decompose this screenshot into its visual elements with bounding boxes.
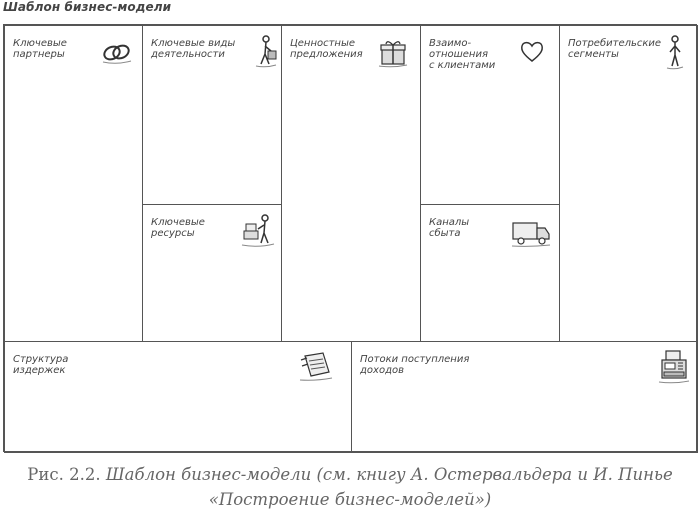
business-model-canvas — [3, 24, 697, 452]
channels-block — [420, 204, 560, 342]
worker-with-cart-icon — [254, 34, 278, 68]
chain-link-icon — [101, 40, 133, 66]
price-tag-icon — [299, 350, 333, 382]
figure-caption-line2: «Построение бизнес-моделей») — [208, 490, 492, 509]
customer-relationships-block — [420, 25, 560, 205]
customer-relationships-label: Взаимо- отношения с клиентами — [429, 38, 496, 71]
channels-label: Каналы сбыта — [429, 217, 470, 239]
key-activities-label: Ключевые виды деятельности — [151, 38, 236, 60]
customer-segments-label: Потребительские сегменты — [568, 38, 662, 60]
key-partners-block — [4, 25, 143, 342]
revenue-streams-label: Потоки поступления доходов — [360, 354, 470, 376]
key-activities-block — [142, 25, 282, 205]
cost-structure-label: Структура издержек — [13, 354, 69, 376]
figure-caption-line1: Шаблон бизнес-модели (см. книгу А. Остервальдера и И. Пинье — [105, 465, 673, 484]
key-resources-label: Ключевые ресурсы — [151, 217, 205, 239]
revenue-streams-block — [351, 341, 698, 453]
heart-icon — [519, 40, 545, 64]
value-propositions-label: Ценностные предложения — [290, 38, 363, 60]
gift-box-icon — [378, 38, 408, 68]
worker-with-boxes-icon — [241, 213, 275, 249]
value-propositions-block — [281, 25, 421, 342]
page-title: Шаблон бизнес-модели — [3, 0, 172, 14]
figure-caption — [0, 462, 700, 512]
person-icon — [666, 34, 684, 70]
key-resources-block — [142, 204, 282, 342]
customer-segments-block — [559, 25, 698, 342]
figure-number: Рис. 2.2. — [27, 465, 101, 484]
key-partners-label: Ключевые партнеры — [13, 38, 67, 60]
cash-register-icon — [658, 348, 690, 384]
cost-structure-block — [4, 341, 352, 453]
delivery-truck-icon — [511, 219, 551, 247]
